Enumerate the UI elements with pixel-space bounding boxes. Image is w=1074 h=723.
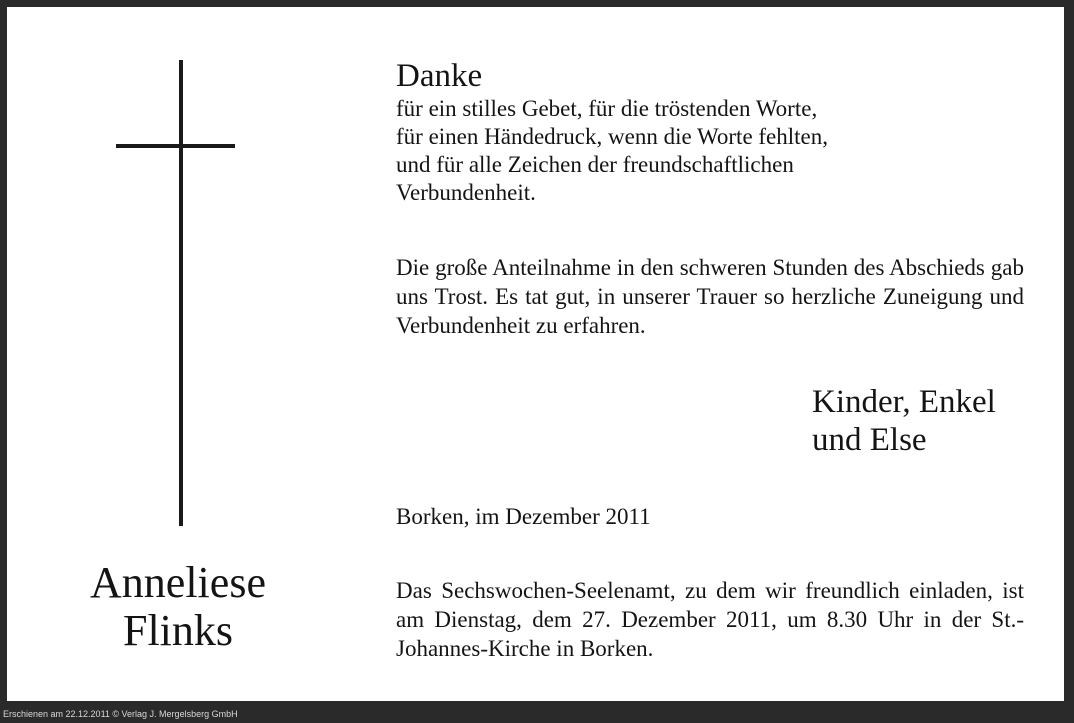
sympathy-paragraph: Die große Anteilnahme in den schweren Stunden des Abschieds gab uns Trost. Es tat gut, in unserer Trauer so herzliche Zuneigung und Verbundenheit zu erfahren. [396, 255, 1024, 338]
family-signature [812, 383, 996, 459]
thanks-line: Verbundenheit. [396, 180, 536, 205]
thanks-heading: Danke [396, 58, 483, 94]
publication-footer: Erschienen am 22.12.2011 © Verlag J. Mergelsberg GmbH [3, 709, 238, 719]
memorial-mass-notice: Das Sechswochen-Seelenamt, zu dem wir freundlich einladen, ist am Dienstag, dem 27. Dezember 2011, um 8.30 Uhr in der St.-Johannes-Kirche in Borken. [396, 578, 1024, 661]
cross-vertical-bar [179, 60, 183, 526]
thanks-text [396, 95, 1024, 207]
obituary-card [7, 7, 1064, 701]
thanks-line: und für alle Zeichen der freundschaftlichen [396, 152, 794, 177]
deceased-last-name: Flinks [122, 606, 234, 655]
place-date: Borken, im Dezember 2011 [396, 504, 651, 529]
thanks-line: für ein stilles Gebet, für die tröstenden Worte, [396, 96, 818, 121]
signature-line: Kinder, Enkel [812, 384, 996, 420]
signature-line: und Else [812, 422, 927, 458]
thanks-line: für einen Händedruck, wenn die Worte fehlten, [396, 124, 829, 149]
deceased-name [47, 559, 309, 655]
deceased-first-name: Anneliese [90, 558, 266, 607]
cross-horizontal-bar [116, 144, 235, 148]
